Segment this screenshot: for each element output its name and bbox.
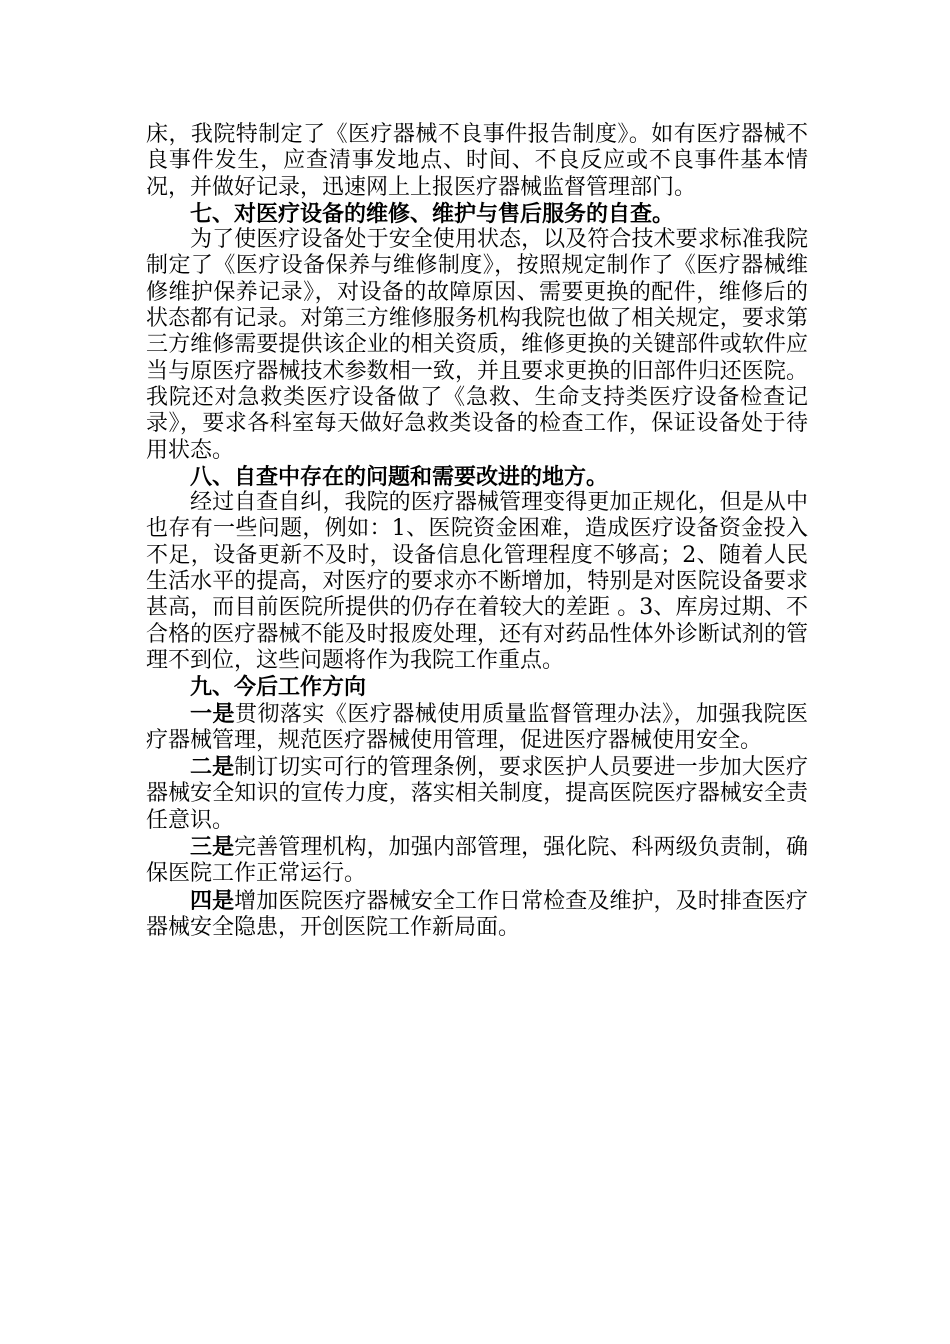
section-7-body: 为了使医疗设备处于安全使用状态，以及符合技术要求标准我院制定了《医疗设备保养与维修制度》，按照规定制作了《医疗器械维修维护保养记录》，对设备的故障原因、需要更换的配件，维修后的状态都有记录。对第三方维修服务机构我院也做了相关规定，要求第三方维修需要提供该企业的相关资质，维修更换的关键部件或软件应当与原医疗器械技术参数相一致，并且要求更换的旧部件归还医院。我院还对急救类医疗设备做了《急救、生命支持类医疗设备检查记录》，要求各科室每天做好急救类设备的检查工作，保证设备处于待用状态。 — [146, 227, 808, 463]
direction-item-1 — [146, 701, 808, 755]
direction-item-lead: 二是 — [190, 754, 235, 781]
direction-item-lead: 一是 — [190, 700, 235, 727]
section-9-heading: 九、今后工作方向 — [190, 674, 367, 701]
intro-paragraph: 床，我院特制定了《医疗器械不良事件报告制度》。如有医疗器械不良事件发生，应查清事发地点、时间、不良反应或不良事件基本情况，并做好记录，迅速网上上报医疗器械监督管理部门。 — [146, 122, 808, 200]
section-7-heading: 七、对医疗设备的维修、维护与售后服务的自查。 — [190, 200, 675, 227]
direction-item-2 — [146, 754, 808, 834]
direction-item-lead: 四是 — [190, 887, 235, 914]
direction-item-text: 完善管理机构，加强内部管理，强化院、科两级负责制，确保医院工作正常运行。 — [146, 835, 808, 887]
document-page — [146, 122, 808, 941]
direction-item-text: 制订切实可行的管理条例，要求医护人员要进一步加大医疗器械安全知识的宣传力度，落实相关制度，提高医院医疗器械安全责任意识。 — [146, 755, 808, 833]
direction-item-text: 增加医院医疗器械安全工作日常检查及维护，及时排查医疗器械安全隐患，开创医院工作新局面。 — [146, 888, 808, 940]
direction-item-text: 贯彻落实《医疗器械使用质量监督管理办法》，加强我院医疗器械管理，规范医疗器械使用管理，促进医疗器械使用安全。 — [146, 701, 808, 753]
section-8-heading: 八、自查中存在的问题和需要改进的地方。 — [190, 463, 609, 490]
direction-item-lead: 三是 — [190, 834, 235, 861]
direction-item-3 — [146, 834, 808, 888]
direction-item-4 — [146, 888, 808, 942]
section-8-body: 经过自查自纠，我院的医疗器械管理变得更加正规化，但是从中也存有一些问题，例如：1、医院资金困难，造成医疗设备资金投入不足，设备更新不及时，设备信息化管理程度不够高；2、随着人民生活水平的提高，对医疗的要求亦不断增加，特别是对医院设备要求甚高，而目前医院所提供的仍存在着较大的差距 。3、库房过期、不合格的医疗器械不能及时报废处理，还有对药品性体外诊断试剂的管理不到位，这些问题将作为我院工作重点。 — [146, 490, 808, 673]
